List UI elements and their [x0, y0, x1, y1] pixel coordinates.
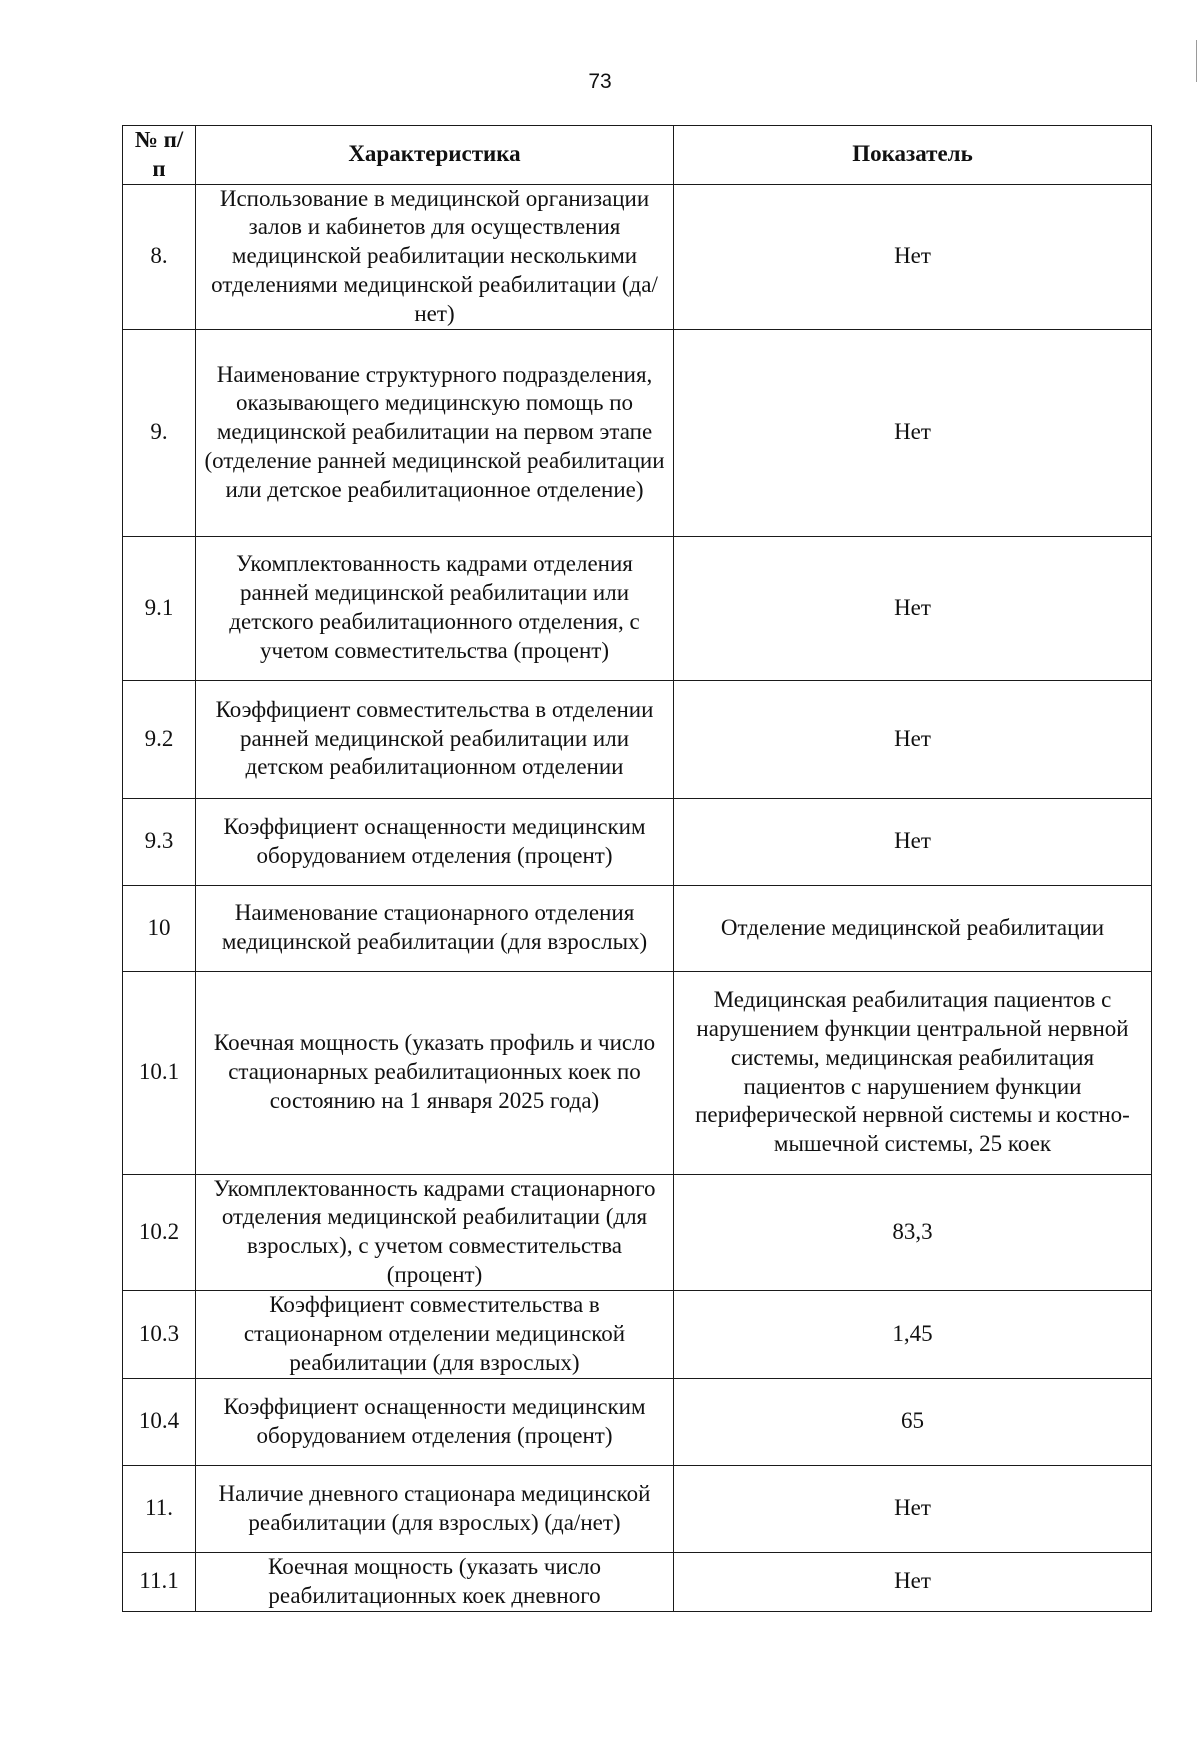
table-header-row	[123, 126, 1152, 185]
row-number: 10.2	[123, 1174, 196, 1290]
table-row	[123, 885, 1152, 971]
header-characteristic: Характеристика	[196, 126, 674, 185]
row-number: 9.2	[123, 680, 196, 798]
row-number: 11.1	[123, 1552, 196, 1611]
row-characteristic: Коэффициент оснащенности медицинским оборудованием отделения (процент)	[196, 1378, 674, 1465]
page-number: 73	[588, 70, 612, 93]
header-indicator: Показатель	[674, 126, 1152, 185]
row-number: 11.	[123, 1465, 196, 1552]
header-number: № п/п	[123, 126, 196, 185]
table-row	[123, 1290, 1152, 1378]
row-value: Нет	[674, 536, 1152, 680]
row-number: 10.4	[123, 1378, 196, 1465]
scan-edge-mark	[1196, 40, 1197, 82]
row-characteristic: Коэффициент совместительства в отделении ранней медицинской реабилитации или детском реабилитационном отделении	[196, 680, 674, 798]
row-value: 65	[674, 1378, 1152, 1465]
row-value: 83,3	[674, 1174, 1152, 1290]
row-number: 9.3	[123, 798, 196, 885]
table-row	[123, 680, 1152, 798]
row-characteristic: Коэффициент оснащенности медицинским оборудованием отделения (процент)	[196, 798, 674, 885]
row-value: Нет	[674, 184, 1152, 329]
row-value: 1,45	[674, 1290, 1152, 1378]
row-characteristic: Коечная мощность (указать профиль и число стационарных реабилитационных коек по состоянию на 1 января 2025 года)	[196, 971, 674, 1174]
row-number: 10.3	[123, 1290, 196, 1378]
table-row	[123, 971, 1152, 1174]
row-number: 8.	[123, 184, 196, 329]
table-row	[123, 1174, 1152, 1290]
row-value: Нет	[674, 798, 1152, 885]
rehabilitation-table	[122, 125, 1152, 1612]
table-row	[123, 1552, 1152, 1611]
row-characteristic: Использование в медицинской организации залов и кабинетов для осуществления медицинской реабилитации несколькими отделениями медицинской реабилитации (да/нет)	[196, 184, 674, 329]
table-row	[123, 536, 1152, 680]
row-value: Медицинская реабилитация пациентов с нарушением функции центральной нервной системы, медицинская реабилитация пациентов с нарушением функции периферической нервной системы и костно-мышечной системы, 25 коек	[674, 971, 1152, 1174]
row-characteristic: Коэффициент совместительства в стационарном отделении медицинской реабилитации (для взрослых)	[196, 1290, 674, 1378]
row-value: Нет	[674, 680, 1152, 798]
table-row	[123, 1465, 1152, 1552]
row-number: 9.1	[123, 536, 196, 680]
table-row	[123, 184, 1152, 329]
row-value: Нет	[674, 1552, 1152, 1611]
table-row	[123, 329, 1152, 536]
row-number: 9.	[123, 329, 196, 536]
table-row	[123, 1378, 1152, 1465]
row-number: 10	[123, 885, 196, 971]
row-value: Нет	[674, 329, 1152, 536]
row-characteristic: Укомплектованность кадрами стационарного отделения медицинской реабилитации (для взрослых), с учетом совместительства (процент)	[196, 1174, 674, 1290]
row-value: Отделение медицинской реабилитации	[674, 885, 1152, 971]
row-characteristic: Укомплектованность кадрами отделения ранней медицинской реабилитации или детского реабилитационного отделения, с учетом совместительства (процент)	[196, 536, 674, 680]
row-characteristic: Наличие дневного стационара медицинской реабилитации (для взрослых) (да/нет)	[196, 1465, 674, 1552]
row-number: 10.1	[123, 971, 196, 1174]
row-characteristic: Наименование структурного подразделения, оказывающего медицинскую помощь по медицинской реабилитации на первом этапе (отделение ранней медицинской реабилитации или детское реабилитационное отделение)	[196, 329, 674, 536]
table-row	[123, 798, 1152, 885]
row-value: Нет	[674, 1465, 1152, 1552]
row-characteristic: Наименование стационарного отделения медицинской реабилитации (для взрослых)	[196, 885, 674, 971]
row-characteristic: Коечная мощность (указать число реабилитационных коек дневного	[196, 1552, 674, 1611]
